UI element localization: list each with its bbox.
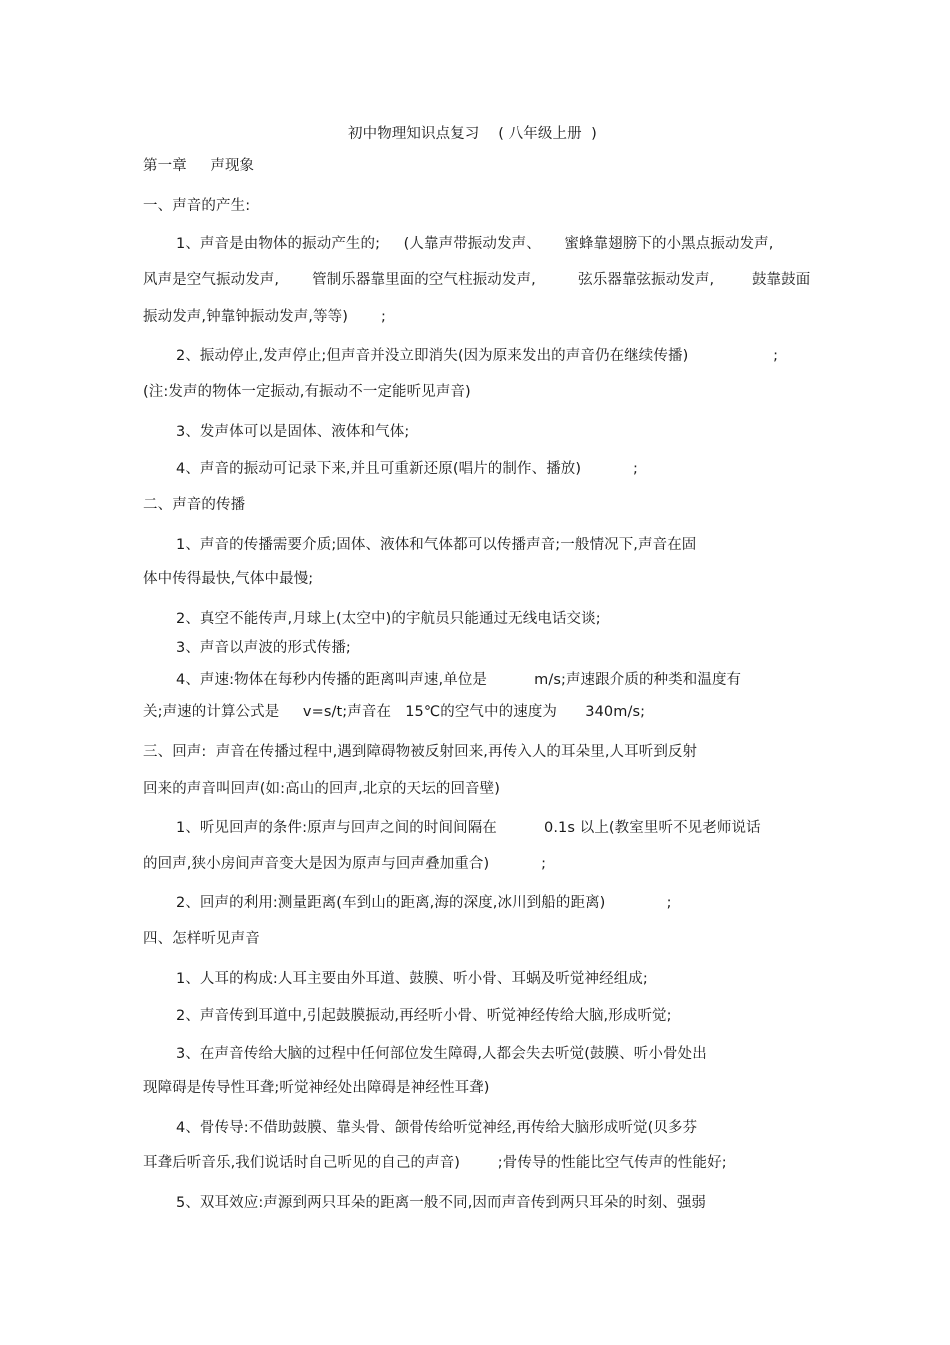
- section-heading: 二、声音的传播: [143, 497, 246, 513]
- paragraph-line: 1、人耳的构成:人耳主要由外耳道、鼓膜、听小骨、耳蜗及听觉神经组成;: [176, 971, 648, 987]
- chapter-heading: 第一章 声现象: [143, 158, 255, 174]
- paragraph-line: 耳聋后听音乐,我们说话时自己听见的自己的声音) ;骨传导的性能比空气传声的性能好;: [143, 1155, 727, 1171]
- paragraph-line: 1、声音的传播需要介质;固体、液体和气体都可以传播声音;一般情况下,声音在固: [176, 537, 697, 553]
- paragraph-line: 风声是空气振动发声, 管制乐器靠里面的空气柱振动发声, 弦乐器靠弦振动发声, 鼓靠鼓面: [143, 272, 811, 288]
- paragraph-line: 4、声音的振动可记录下来,并且可重新还原(唱片的制作、播放) ;: [176, 461, 638, 477]
- paragraph-line: (注:发声的物体一定振动,有振动不一定能听见声音): [143, 384, 471, 400]
- paragraph-line: 3、声音以声波的形式传播;: [176, 640, 351, 656]
- paragraph-line: 3、在声音传给大脑的过程中任何部位发生障碍,人都会失去听觉(鼓膜、听小骨处出: [176, 1046, 707, 1062]
- section-heading: 四、怎样听见声音: [143, 931, 260, 947]
- paragraph-line: 4、骨传导:不借助鼓膜、靠头骨、颌骨传给听觉神经,再传给大脑形成听觉(贝多芬: [176, 1120, 698, 1136]
- paragraph-line: 1、听见回声的条件:原声与回声之间的时间间隔在 0.1s 以上(教室里听不见老师说话: [176, 820, 761, 836]
- section-heading: 三、回声: 声音在传播过程中,遇到障碍物被反射回来,再传入人的耳朵里,人耳听到反射: [143, 744, 698, 760]
- paragraph-line: 体中传得最快,气体中最慢;: [143, 571, 314, 587]
- paragraph-line: 2、真空不能传声,月球上(太空中)的宇航员只能通过无线电话交谈;: [176, 611, 601, 627]
- section-heading: 一、声音的产生:: [143, 198, 251, 214]
- paragraph-line: 2、振动停止,发声停止;但声音并没立即消失(因为原来发出的声音仍在继续传播) ;: [176, 348, 779, 364]
- page-title: 初中物理知识点复习 ( 八年级上册 ): [348, 126, 597, 142]
- paragraph-line: 的回声,狭小房间声音变大是因为原声与回声叠加重合) ;: [143, 856, 547, 872]
- paragraph-line: 2、声音传到耳道中,引起鼓膜振动,再经听小骨、听觉神经传给大脑,形成听觉;: [176, 1008, 672, 1024]
- paragraph-line: 1、声音是由物体的振动产生的; (人靠声带振动发声、 蜜蜂靠翅膀下的小黑点振动发声,: [176, 236, 774, 252]
- paragraph-line: 回来的声音叫回声(如:高山的回声,北京的天坛的回音壁): [143, 781, 501, 797]
- paragraph-line: 5、双耳效应:声源到两只耳朵的距离一般不同,因而声音传到两只耳朵的时刻、强弱: [176, 1195, 707, 1211]
- paragraph-line: 关;声速的计算公式是 v=s/t;声音在 15℃的空气中的速度为 340m/s;: [143, 704, 646, 720]
- paragraph-line: 2、回声的利用:测量距离(车到山的距离,海的深度,冰川到船的距离) ;: [176, 895, 672, 911]
- paragraph-line: 现障碍是传导性耳聋;听觉神经处出障碍是神经性耳聋): [143, 1080, 490, 1096]
- paragraph-line: 4、声速:物体在每秒内传播的距离叫声速,单位是 m/s;声速跟介质的种类和温度有: [176, 672, 742, 688]
- paragraph-line: 3、发声体可以是固体、液体和气体;: [176, 424, 410, 440]
- paragraph-line: 振动发声,钟靠钟振动发声,等等) ;: [143, 309, 386, 325]
